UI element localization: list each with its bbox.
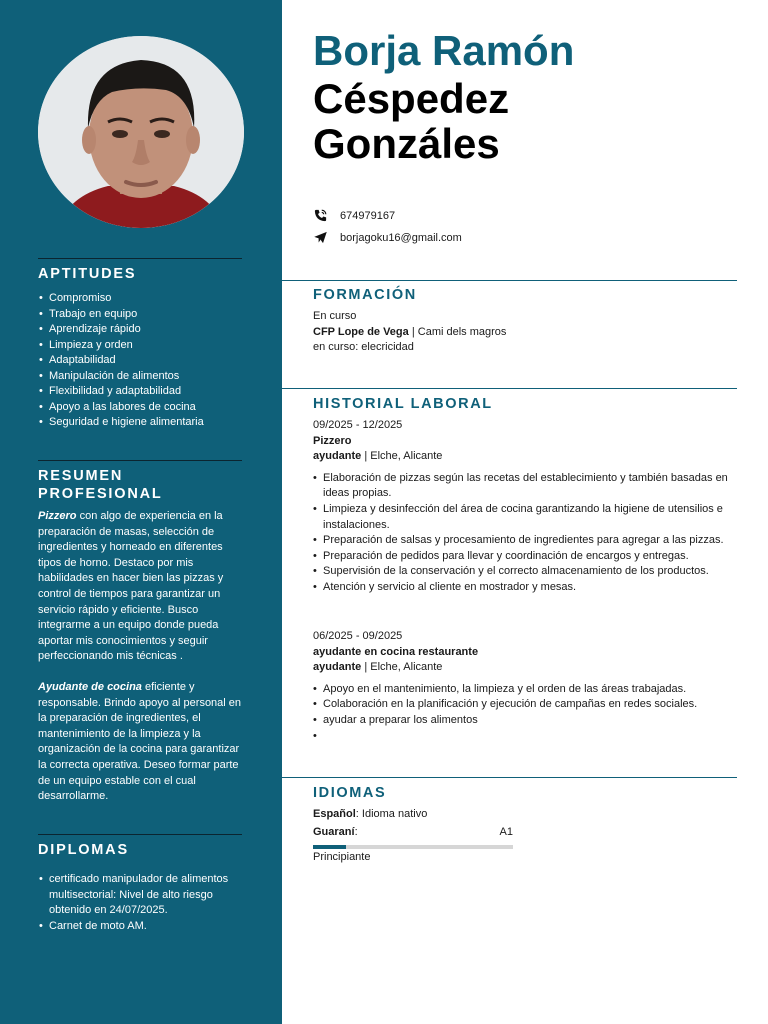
resumen-title-line1: RESUMEN xyxy=(38,468,124,484)
resumen-text-1: con algo de experiencia en la preparación de masas, selección de ingredientes y horneado en diferentes tipos de horno. Destaco por mis habilidades en hacer bien las pizzas y control de tiempos para garantizar un servicio rápido y eficiente. Busco integrarme a un equipo donde pueda aportar mis conocimientos y seguir perfeccionando mis técnicas . xyxy=(38,510,224,663)
formacion-title: FORMACIÓN xyxy=(313,287,417,303)
job-entry-2 xyxy=(313,629,738,744)
job-bullets xyxy=(313,682,738,744)
resumen-section xyxy=(38,460,242,805)
sidebar xyxy=(0,0,282,1024)
resumen-paragraph-2 xyxy=(38,680,242,805)
phone-icon xyxy=(313,208,328,223)
resumen-rule xyxy=(38,460,242,461)
name-first: Borja Ramón xyxy=(313,27,575,74)
diploma-item: • certificado manipulador de alimentos multisectorial: Nivel de alto riesgo obtenido en 24/07/2025. xyxy=(38,872,242,919)
resumen-title-line2: PROFESIONAL xyxy=(38,486,163,502)
diplomas-section xyxy=(38,834,242,934)
language-name: Español xyxy=(313,808,356,820)
formacion-status: En curso xyxy=(313,310,357,322)
aptitudes-section xyxy=(38,258,242,431)
resumen-text-2: eficiente y responsable. Brindo apoyo al personal en la preparación de ingredientes, el mantenimiento de la limpieza y la organización de la cocina para garantizar la correcta operativa. Deseo formar parte de un equipo estable con el cual desarrollarme. xyxy=(38,680,242,803)
main-content xyxy=(282,0,768,1024)
idiomas-rule xyxy=(282,777,737,778)
aptitudes-list xyxy=(38,291,242,431)
aptitude-item: • Limpieza y orden xyxy=(38,338,242,354)
job-dates: 09/2025 - 12/2025 xyxy=(313,419,403,431)
resumen-lead-2: Ayudante de cocina xyxy=(38,680,142,693)
job-company: ayudante xyxy=(313,661,362,674)
language-desc: : Idioma nativo xyxy=(355,808,428,820)
formacion-school: CFP Lope de Vega xyxy=(313,325,409,338)
job-position: ayudante en cocina restaurante xyxy=(313,645,479,658)
resumen-title xyxy=(38,467,242,503)
job-bullet: • Apoyo en el mantenimiento, la limpieza y el orden de las áreas trabajadas. xyxy=(313,682,738,698)
job-location: | Elche, Alicante xyxy=(361,450,443,463)
aptitudes-rule xyxy=(38,258,242,259)
aptitude-item: • Seguridad e higiene alimentaria xyxy=(38,415,242,431)
idiomas-title: IDIOMAS xyxy=(313,785,387,801)
formacion-school-line xyxy=(313,325,738,341)
diplomas-list xyxy=(38,872,242,934)
historial-rule xyxy=(282,388,737,389)
job-bullet xyxy=(313,729,738,745)
name-last-line2: Gonzáles xyxy=(313,120,500,167)
resumen-lead-1: Pizzero xyxy=(38,510,77,522)
language-item xyxy=(313,807,513,823)
job-company-line xyxy=(313,660,738,676)
aptitude-item: • Trabajo en equipo xyxy=(38,307,242,323)
name-last xyxy=(313,76,509,166)
job-bullet: • ayudar a preparar los alimentos xyxy=(313,713,738,729)
aptitude-item: • Aprendizaje rápido xyxy=(38,322,242,338)
language-name: Guaraní xyxy=(313,825,355,838)
job-bullet: • Preparación de salsas y procesamiento de ingredientes para agregar a las pizzas. xyxy=(313,533,738,549)
contact-email xyxy=(313,230,462,245)
historial-title: HISTORIAL LABORAL xyxy=(313,396,493,412)
job-bullet: • Limpieza y desinfección del área de cocina garantizando la higiene de utensilios e instalaciones. xyxy=(313,502,738,533)
aptitude-item: • Apoyo a las labores de cocina xyxy=(38,400,242,416)
job-bullets xyxy=(313,471,738,596)
diplomas-rule xyxy=(38,834,242,835)
contact-phone xyxy=(313,208,395,223)
language-desc: : xyxy=(354,825,358,838)
job-entry-1 xyxy=(313,418,738,596)
job-bullet: • Supervisión de la conservación y el correcto almacenamiento de los productos. xyxy=(313,564,738,580)
language-level-fill xyxy=(313,845,346,849)
aptitudes-title: APTITUDES xyxy=(38,266,137,282)
aptitude-item: • Adaptabilidad xyxy=(38,353,242,369)
paper-plane-icon xyxy=(313,230,328,245)
job-location: | Elche, Alicante xyxy=(361,661,443,674)
resumen-paragraph-1 xyxy=(38,509,242,665)
aptitude-item: • Manipulación de alimentos xyxy=(38,369,242,385)
job-company-line xyxy=(313,449,738,465)
language-level-label: Principiante xyxy=(313,851,371,864)
job-bullet: • Atención y servicio al cliente en mostrador y mesas. xyxy=(313,580,738,596)
job-company: ayudante xyxy=(313,450,362,463)
profile-photo xyxy=(38,36,244,228)
formacion-rule xyxy=(282,280,737,281)
idiomas-list xyxy=(313,807,513,866)
formacion-location: | Cami dels magros xyxy=(408,325,507,338)
email-address[interactable]: borjagoku16@gmail.com xyxy=(340,231,462,244)
phone-number[interactable]: 674979167 xyxy=(340,209,396,222)
job-dates: 06/2025 - 09/2025 xyxy=(313,630,403,642)
aptitude-item: • Flexibilidad y adaptabilidad xyxy=(38,384,242,400)
diploma-item: • Carnet de moto AM. xyxy=(38,919,242,935)
job-bullet: • Colaboración en la planificación y ejecución de campañas en redes sociales. xyxy=(313,697,738,713)
diplomas-title: DIPLOMAS xyxy=(38,842,129,858)
language-item xyxy=(313,825,513,841)
formacion-entry xyxy=(313,309,738,356)
language-level: A1 xyxy=(499,825,513,838)
job-bullet: • Preparación de pedidos para llevar y coordinación de encargos y entregas. xyxy=(313,549,738,565)
job-bullet: • Elaboración de pizzas según las recetas del establecimiento y también basadas en ideas propias. xyxy=(313,471,738,502)
profile-photo-image xyxy=(38,36,244,228)
name-last-line1: Céspedez xyxy=(313,75,510,122)
job-position: Pizzero xyxy=(313,434,352,447)
formacion-course: en curso: elecricidad xyxy=(313,341,414,354)
aptitude-item: • Compromiso xyxy=(38,291,242,307)
language-level-bar xyxy=(313,845,513,849)
